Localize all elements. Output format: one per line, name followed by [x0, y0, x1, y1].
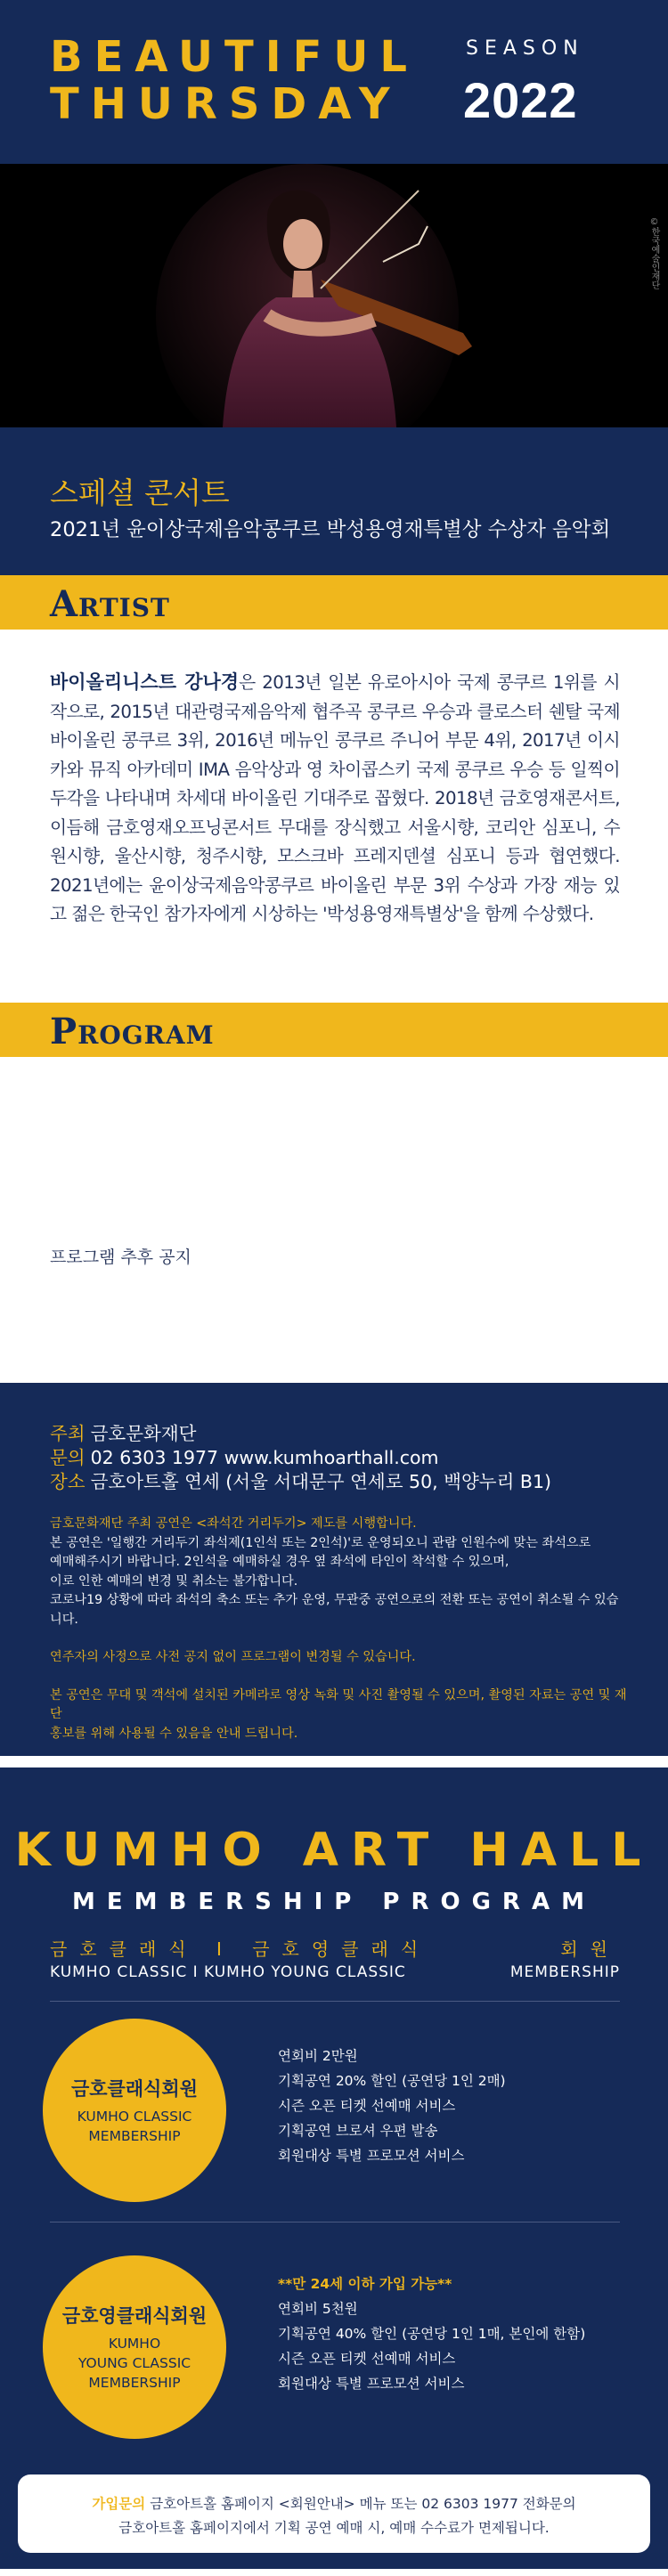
notice-seat-3: 이로 인한 예매의 변경 및 취소는 불가합니다.	[50, 1573, 298, 1589]
membership-contact-line1	[18, 2492, 650, 2516]
program-section	[0, 1057, 668, 1370]
benefit-item: 시즌 오픈 티켓 선예매 서비스	[278, 2351, 456, 2367]
classic-name-kr: 금호클래식회원	[70, 2078, 198, 2100]
venue-line	[50, 1467, 551, 1493]
series-title-line2: THURSDAY	[50, 79, 402, 129]
contact-value: 02 6303 1977 www.kumhoarthall.com	[90, 1447, 439, 1468]
notice-recording-1: 본 공연은 무대 및 객석에 설치된 카메라로 영상 녹화 및 사진 촬영될 수 있으며, 촬영된 자료는 공연 및 재단	[50, 1687, 627, 1721]
notice-seat-4: 코로나19 상황에 따라 좌석의 축소 또는 추가 운영, 무관중 공연으로의 전환 또는 공연이 취소될 수 있습니다.	[50, 1593, 619, 1627]
notice-distancing: 금호문화재단 주최 공연은 <좌석간 거리두기> 제도를 시행합니다.	[50, 1516, 417, 1531]
benefit-item: 연회비 5천원	[278, 2301, 358, 2317]
photo-credit: ©한국예술인재단	[649, 217, 659, 289]
concert-title: 스페셜 콘서트	[50, 475, 230, 510]
header	[0, 0, 668, 164]
classic-name-en1: KUMHO CLASSIC	[77, 2109, 192, 2125]
venue-label: 장소	[50, 1471, 86, 1492]
venue-value: 금호아트홀 연세 (서울 서대문구 연세로 50, 백양누리 B1)	[90, 1471, 551, 1492]
artist-bio	[50, 668, 620, 930]
membership-kr-right: 회원	[560, 1938, 620, 1960]
notice-recording-2: 홍보를 위해 사용될 수 있음을 안내 드립니다.	[50, 1726, 298, 1741]
benefit-item: 기획공연 브로셔 우편 발송	[278, 2123, 438, 2139]
season-year: 2022	[463, 72, 578, 128]
benefit-item: 시즌 오픈 티켓 선예매 서비스	[278, 2098, 456, 2114]
spacer	[0, 1756, 668, 1767]
program-heading: Program	[50, 1011, 215, 1052]
benefit-item: 기획공연 20% 할인 (공연당 1인 2매)	[278, 2073, 506, 2089]
young-membership-badge	[43, 2255, 226, 2439]
young-name-en1: KUMHO	[108, 2336, 161, 2352]
membership-en-line	[50, 1963, 620, 1981]
membership-en-left: KUMHO CLASSIC I KUMHO YOUNG CLASSIC	[50, 1963, 406, 1981]
young-name-kr: 금호영클래식회원	[61, 2305, 208, 2327]
membership-contact-text1: 금호아트홀 홈페이지 <회원안내> 메뉴 또는 02 6303 1977 전화문의	[150, 2496, 576, 2512]
membership-section	[0, 1767, 668, 2569]
artist-photo	[0, 164, 668, 427]
membership-contact-box	[18, 2474, 650, 2553]
notice-program-change: 연주자의 사정으로 사전 공지 없이 프로그램이 변경될 수 있습니다.	[50, 1650, 416, 1664]
benefit-item: 회원대상 특별 프로모션 서비스	[278, 2148, 465, 2164]
notice-seat-2: 예매해주시기 바랍니다. 2인석을 예매하실 경우 옆 좌석에 타인이 착석할 수 있으며,	[50, 1555, 509, 1569]
membership-program-title: MEMBERSHIP PROGRAM	[72, 1889, 596, 1915]
membership-kr-left: 금호클래식 I 금호영클래식	[50, 1938, 431, 1960]
classic-membership-badge	[43, 2019, 226, 2202]
program-heading-bar	[0, 1003, 668, 1057]
young-benefits	[278, 2271, 585, 2396]
notice-seat-1: 본 공연은 '일행간 거리두기 좌석제(1인석 또는 2인석)'로 운영되오니 관람 인원수에 맞는 좌석으로	[50, 1535, 591, 1550]
divider-line	[50, 2222, 620, 2223]
artist-bio-text: 은 2013년 일본 유로아시아 국제 콩쿠르 1위를 시작으로, 2015년 대관령국제음악제 협주곡 콩쿠르 우승과 클로스터 쉔탈 국제 바이올린 콩쿠르 3위, 2016년 메뉴인 콩쿠르 주니어 부문 4위, 2017년 이시카와 뮤직 아카데미 IMA 음악상과 영 차이콥스키 국제 콩쿠르 우승 등 일찍이 두각을 나타내며 차세대 바이올린 기대주로 꼽혔다. 2018년 금호영재콘서트, 이듬해 금호영재오프닝콘서트 무대를 장식했고 서울시향, 코리안 심포니, 수원시향, 울산시향, 청주시향, 모스크바 프레지덴셜 심포니 등과 협연했다. 2021년에는 윤이상국제음악콩쿠르 바이올린 부문 3위 수상과 가장 재능 있고 젊은 한국인 참가자에게 시상하는 '박성용영재특별상'을 함께 수상했다.	[50, 672, 620, 924]
benefit-item: 연회비 2만원	[278, 2048, 358, 2064]
concert-title-band	[0, 427, 668, 575]
young-name-en2: YOUNG CLASSIC	[77, 2355, 191, 2371]
membership-contact-line2: 금호아트홀 홈페이지에서 기획 공연 예매 시, 예매 수수료가 면제됩니다.	[118, 2520, 550, 2536]
artist-heading: Artist	[50, 583, 170, 625]
membership-hall-title: KUMHO ART HALL	[14, 1824, 654, 1877]
benefit-item: 회원대상 특별 프로모션 서비스	[278, 2376, 465, 2392]
membership-kr-line	[50, 1935, 620, 1961]
host-value: 금호문화재단	[90, 1423, 197, 1444]
young-age-limit: **만 24세 이하 가입 가능**	[278, 2276, 452, 2292]
membership-en-right: MEMBERSHIP	[509, 1963, 620, 1981]
event-info	[0, 1383, 668, 1756]
series-title-line1: BEAUTIFUL	[50, 32, 419, 82]
concert-subtitle: 2021년 윤이상국제음악콩쿠르 박성용영재특별상 수상자 음악회	[50, 518, 611, 541]
contact-line	[50, 1442, 439, 1469]
artist-heading-bar	[0, 575, 668, 630]
young-name-en3: MEMBERSHIP	[88, 2375, 181, 2391]
host-line	[50, 1418, 196, 1445]
benefit-item: 기획공연 40% 할인 (공연당 1인 1매, 본인에 한함)	[278, 2326, 586, 2342]
notice-notes	[50, 1515, 629, 1743]
artist-section	[0, 630, 668, 1003]
membership-contact-label: 가입문의	[92, 2496, 146, 2512]
season-label: SEASON	[466, 37, 584, 60]
spacer	[0, 1370, 668, 1383]
classic-benefits	[278, 2044, 506, 2168]
divider-line	[50, 2001, 620, 2002]
violinist-illustration	[0, 164, 668, 427]
classic-name-en2: MEMBERSHIP	[88, 2128, 181, 2144]
artist-name: 바이올리니스트 강나경	[50, 671, 240, 693]
program-notice: 프로그램 추후 공지	[50, 1247, 191, 1267]
host-label: 주최	[50, 1423, 86, 1444]
contact-label: 문의	[50, 1447, 86, 1468]
